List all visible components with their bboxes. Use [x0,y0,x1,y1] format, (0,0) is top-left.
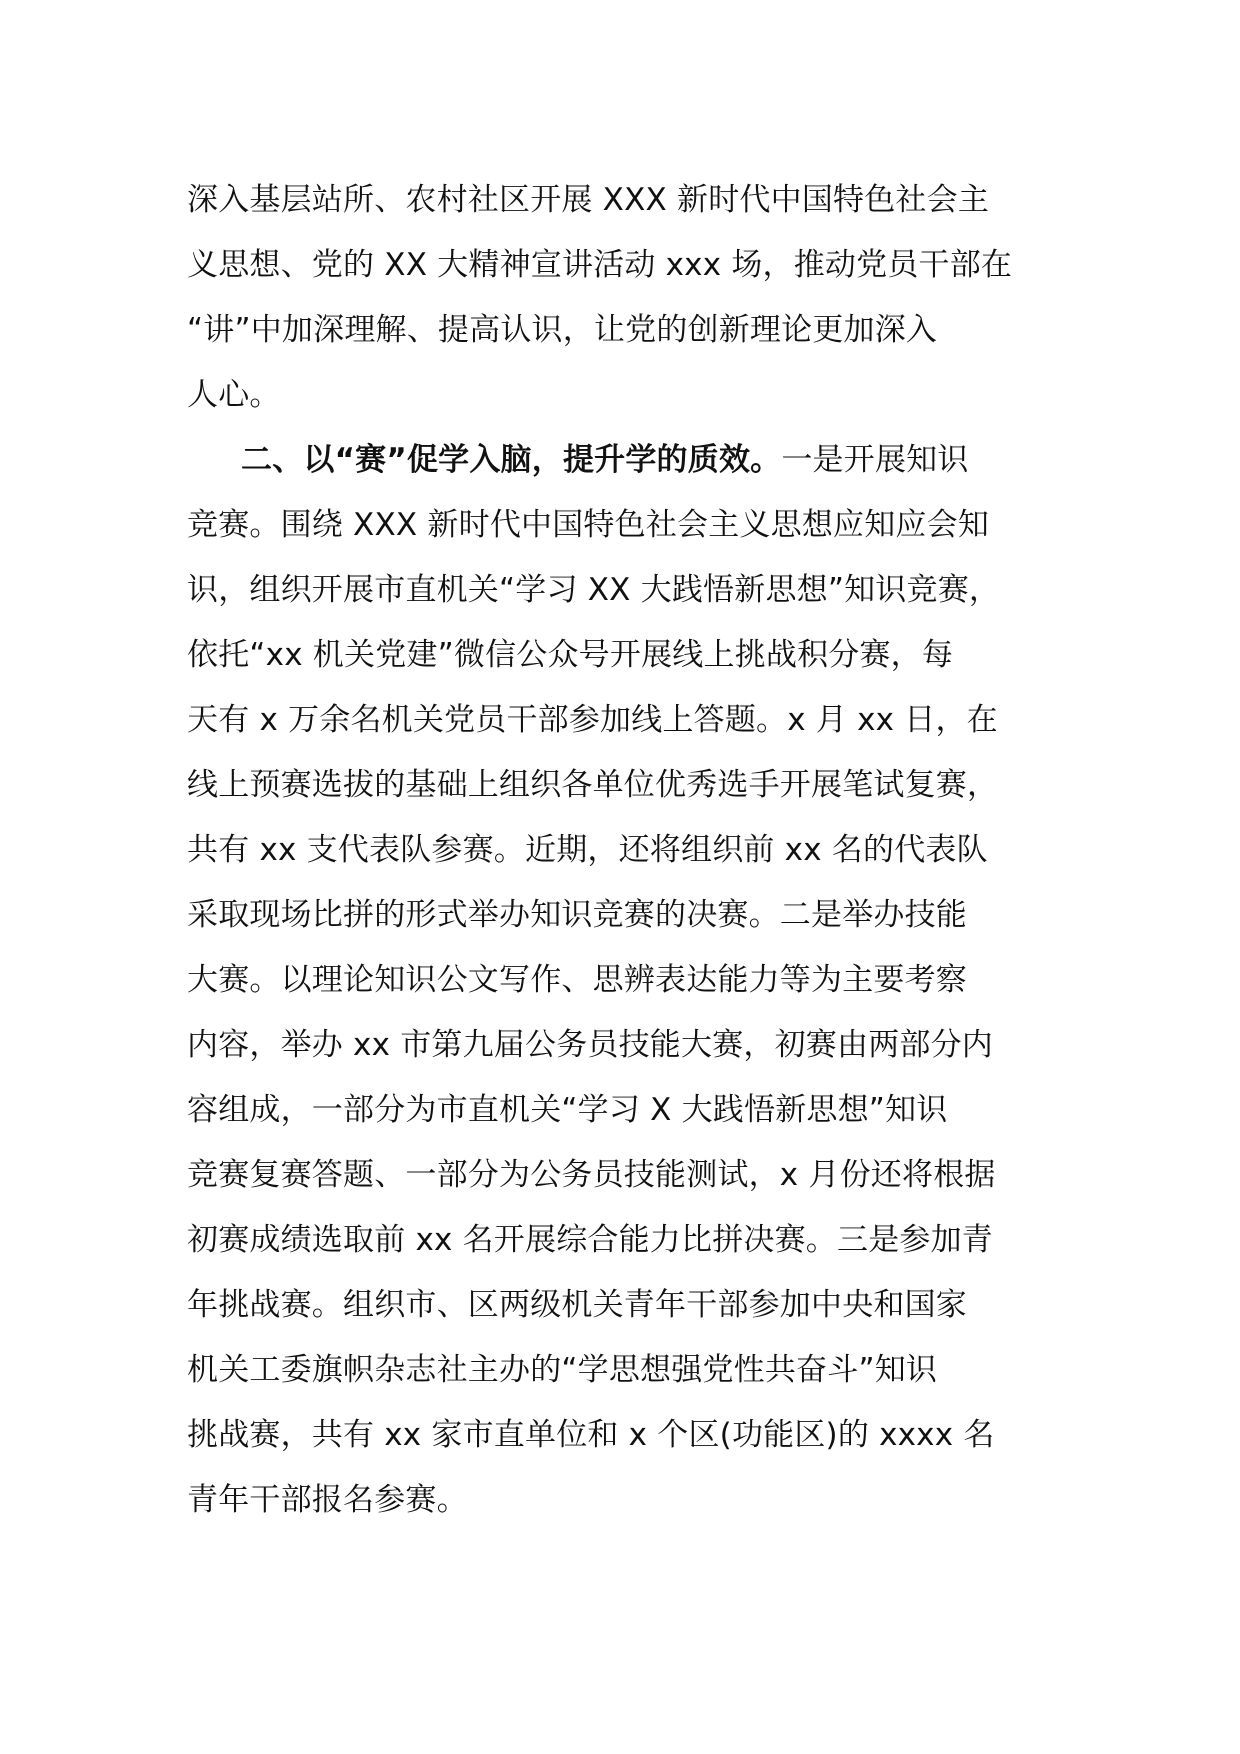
text-line: 青年干部报名参赛。 [187,1482,468,1518]
text-line: 共有 xx 支代表队参赛。近期，还将组织前 xx 名的代表队 [187,832,988,868]
text-line: 依托“xx 机关党建”微信公众号开展线上挑战积分赛，每 [187,637,954,673]
text-line: “讲”中加深理解、提高认识，让党的创新理论更加深入 [187,312,938,348]
text-line: 机关工委旗帜杂志社主办的“学思想强党性共奋斗”知识 [187,1352,938,1388]
text-line: 人心。 [187,377,281,413]
text-line: 内容，举办 xx 市第九届公务员技能大赛，初赛由两部分内 [187,1027,993,1063]
paragraph-2 [187,428,1087,1533]
text-line: 年挑战赛。组织市、区两级机关青年干部参加中央和国家 [187,1287,967,1323]
text-line: 大赛。以理论知识公文写作、思辨表达能力等为主要考察 [187,962,967,998]
text-line: 挑战赛，共有 xx 家市直单位和 x 个区(功能区)的 xxxx 名 [187,1417,995,1453]
text-line: 采取现场比拼的形式举办知识竞赛的决赛。二是举办技能 [187,897,967,933]
text-line: 竞赛复赛答题、一部分为公务员技能测试，x 月份还将根据 [187,1157,996,1193]
paragraph-1 [187,168,1087,428]
section-heading: 二、以“赛”促学入脑，提升学的质效。 [241,442,782,478]
text-line: 深入基层站所、农村社区开展 XXX 新时代中国特色社会主 [187,182,990,218]
body-text [187,168,1087,1533]
paragraph-2-first-line [187,428,1087,493]
text-line: 初赛成绩选取前 xx 名开展综合能力比拼决赛。三是参加青 [187,1222,993,1258]
text-line: 容组成，一部分为市直机关“学习 X 大践悟新思想”知识 [187,1092,948,1128]
text-fragment: 一是开展知识 [781,442,969,478]
text-line: 天有 x 万余名机关党员干部参加线上答题。x 月 xx 日，在 [187,702,998,738]
text-line: 义思想、党的 XX 大精神宣讲活动 xxx 场，推动党员干部在 [187,247,1013,283]
text-line: 竞赛。围绕 XXX 新时代中国特色社会主义思想应知应会知 [187,507,990,543]
text-line: 识，组织开展市直机关“学习 XX 大践悟新思想”知识竞赛， [187,572,1001,608]
text-line: 线上预赛选拔的基础上组织各单位优秀选手开展笔试复赛， [187,767,999,803]
